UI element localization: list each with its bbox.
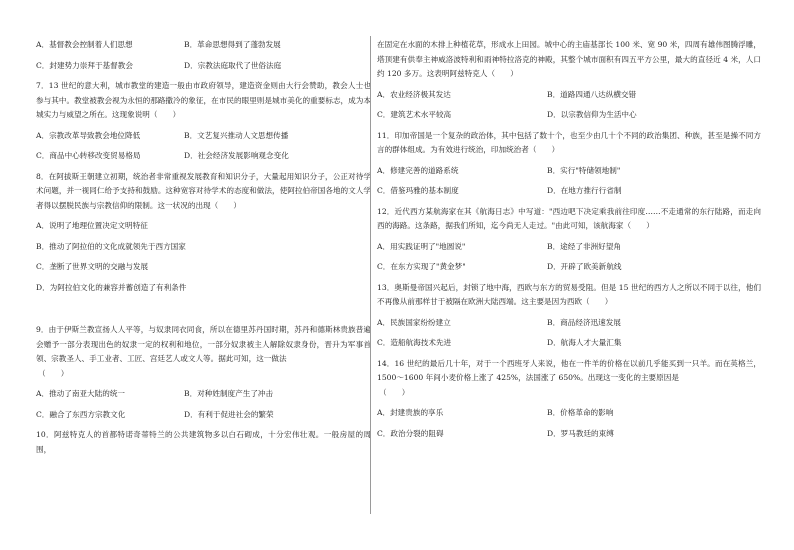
- q11-options-row2: [377, 184, 761, 199]
- question-7-text: 7．13 世纪的意大利，城市教堂的建造一般由市政府领导，建造资金则由大行会赞助，教会人士也参与其中。教堂被教会视为永恒的那路撒冷的象征，在市民的眼里则是城市美化的重要标志，成为本城实力与威望之所在。这现象说明（ ）: [36, 81, 371, 119]
- question-9-text: 9．由于伊斯兰教宣扬人人平等，与奴隶同衣同食，所以在德里苏丹国时期，苏丹和德斯林贵族普遍会赠予一部分表现出色的奴隶一定的权利和地位，一部分奴隶被主人解除奴隶身份，晋升为军事首领、宗教圣人、手工业者、工匠、宫廷艺人或文人等。据此可知，这一做法: [36, 325, 371, 363]
- q7-options-row1: [36, 129, 371, 144]
- q9-option-a[interactable]: A．推动了南亚大陆的统一: [36, 389, 126, 398]
- q6-options-row2: [36, 59, 371, 74]
- question-12-text: 12．近代西方某航海家在其《航海日志》中写道："西边吧下决定乘我前往印度……不走通常的东行陆路，而走向西的海路。这条路，据我们所知，迄今尚无人走过。"由此可知，该航海家（ ）: [377, 206, 761, 230]
- q14-options-row1: [377, 406, 761, 421]
- q10-options-row1: [377, 88, 761, 103]
- q10-option-b[interactable]: B．道路四通八达纵横交错: [547, 89, 637, 99]
- q13-option-a[interactable]: A．民族国家纷纷建立: [377, 317, 451, 327]
- q7-option-d[interactable]: D．社会经济发展影响观念变化: [184, 151, 289, 160]
- q14-option-a[interactable]: A．封建贵族的享乐: [377, 408, 444, 417]
- q7-options-row2: [36, 149, 371, 164]
- q10-option-a[interactable]: A．农业经济极其发达: [377, 89, 451, 99]
- q12-option-a[interactable]: A．用实践证明了"地圆说": [377, 241, 466, 251]
- q14-option-b[interactable]: B．价格革命的影响: [547, 408, 614, 417]
- q13-options-row1: [377, 316, 761, 331]
- q12-options-row1: [377, 240, 761, 255]
- q12-option-b[interactable]: B．途经了非洲好望角: [547, 241, 621, 251]
- q14-options-row2: [377, 427, 761, 442]
- q6-option-b[interactable]: B．革命思想得到了蓬勃发展: [184, 40, 281, 49]
- question-11-text: 11．印加帝国是一个复杂的政治体，其中包括了数十个，也至少由几十个不同的政治集团、种族，甚至是操不同方言的群体组成。为有效进行统治，印加统治者（ ）: [377, 130, 761, 154]
- q12-option-c[interactable]: C．在东方实现了"黄金梦": [377, 262, 466, 271]
- q9-options-row2: [36, 408, 371, 423]
- q7-option-c[interactable]: C．商品中心转移改变贸易格局: [36, 151, 141, 160]
- q11-option-c[interactable]: C．借鉴玛雅的基本制度: [377, 186, 459, 195]
- q10-options-row2: [377, 108, 761, 123]
- q6-options-row1: [36, 38, 371, 53]
- question-14-text: 14．16 世纪的最后几十年，对于一个西班牙人来说，他在一件羊的价格在以前几乎能买到一只羊。而在英格兰，1500～1600 年间小麦价格上涨了 425%，法国涨了 650%。出现这一变化的主要原因是: [377, 358, 761, 382]
- q6-option-d[interactable]: D．宗教法庭取代了世俗法庭: [184, 60, 282, 70]
- q8-option-d[interactable]: D．为阿拉伯文化的兼容并蓄创造了有利条件: [36, 282, 187, 292]
- q13-option-d[interactable]: D．航海人才大量汇集: [547, 338, 622, 347]
- left-column: [36, 38, 371, 457]
- question-8-text: 8．在阿拔斯王朝建立初期，统治者非常重视发展教育和知识分子，大量起用知识分子，公正对待学术问题，并一视同仁给予支持和鼓励。这种宽容对待学术的态度和做法，使阿拉伯帝国各地的文人学者得以摆脱民族与宗教信仰的限制。这一状况的出现（ ）: [36, 171, 371, 210]
- q8-option-b[interactable]: B．推动了阿拉伯的文化成就领先于西方国家: [36, 241, 186, 251]
- q12-option-d[interactable]: D．开辟了欧美新航线: [547, 262, 622, 271]
- q14-option-d[interactable]: D．罗马教廷的束缚: [547, 428, 614, 438]
- q9-option-b[interactable]: B．对种姓制度产生了冲击: [184, 389, 274, 398]
- q9-option-d[interactable]: D．有利于促进社会的繁荣: [184, 409, 274, 419]
- question-10-text-cont: 在固定在水面的木排上种植花草，形成水上田园。城中心的主庙基部长 100 米、宽 90 米，四周有雄伟图腾浮雕，塔顶建有供奉主神威洛波特利和雨神特拉洛克的神殿，其整个城市面积有四五平方公里，最大的直径近 4 米，人口约 120 多万。这表明阿兹特克人（ ）: [377, 40, 761, 78]
- q6-option-c[interactable]: C．封建势力崇拜于基督教会: [36, 60, 133, 70]
- q8-option-c[interactable]: C．垄断了世界文明的交融与发展: [36, 262, 149, 271]
- q11-option-b[interactable]: B．实行"特储领地制": [547, 165, 621, 175]
- q9-answer-blank: （ ）: [38, 368, 69, 378]
- q7-option-b[interactable]: B．文艺复兴推动人文思想传播: [184, 130, 289, 140]
- q11-options-row1: [377, 164, 761, 179]
- q14-option-c[interactable]: C．政治分裂的阻碍: [377, 428, 444, 438]
- question-10-text-start: 10．阿兹特克人的首都特诺奇蒂特兰的公共建筑物多以白石砌成，十分宏伟壮观。一般房屋的周围，: [36, 430, 371, 454]
- q10-option-d[interactable]: D．以宗教信仰为生活中心: [547, 110, 637, 119]
- q11-option-d[interactable]: D．在地方推行行省制: [547, 186, 622, 195]
- q7-option-a[interactable]: A．宗教改革导致教会地位降低: [36, 130, 141, 140]
- q13-options-row2: [377, 336, 761, 351]
- q9-option-c[interactable]: C．融合了东西方宗教文化: [36, 409, 126, 419]
- question-13-text: 13．奥斯曼帝国兴起后，封锁了地中海，西欧与东方的贸易受阻。但是 15 世纪的西方人之所以不同于以往，他们不再像从前那样甘于被隔在欧洲大陆西端。这主要是因为西欧（ ）: [377, 282, 761, 306]
- q13-option-b[interactable]: B．商品经济迅速发展: [547, 317, 621, 327]
- q8-option-a[interactable]: A．说明了地理位置决定文明特征: [36, 221, 148, 230]
- column-divider: [370, 36, 371, 514]
- q10-option-c[interactable]: C．建筑艺术水平较高: [377, 110, 452, 119]
- q11-option-a[interactable]: A．修建完善的道路系统: [377, 165, 459, 175]
- q13-option-c[interactable]: C．造船航海技术先进: [377, 338, 452, 347]
- q6-option-a[interactable]: A．基督教会控制着人们思想: [36, 40, 133, 49]
- q9-options-row1: [36, 387, 371, 402]
- q14-answer-blank: （ ）: [379, 387, 410, 397]
- right-column: [377, 38, 761, 441]
- q12-options-row2: [377, 260, 761, 275]
